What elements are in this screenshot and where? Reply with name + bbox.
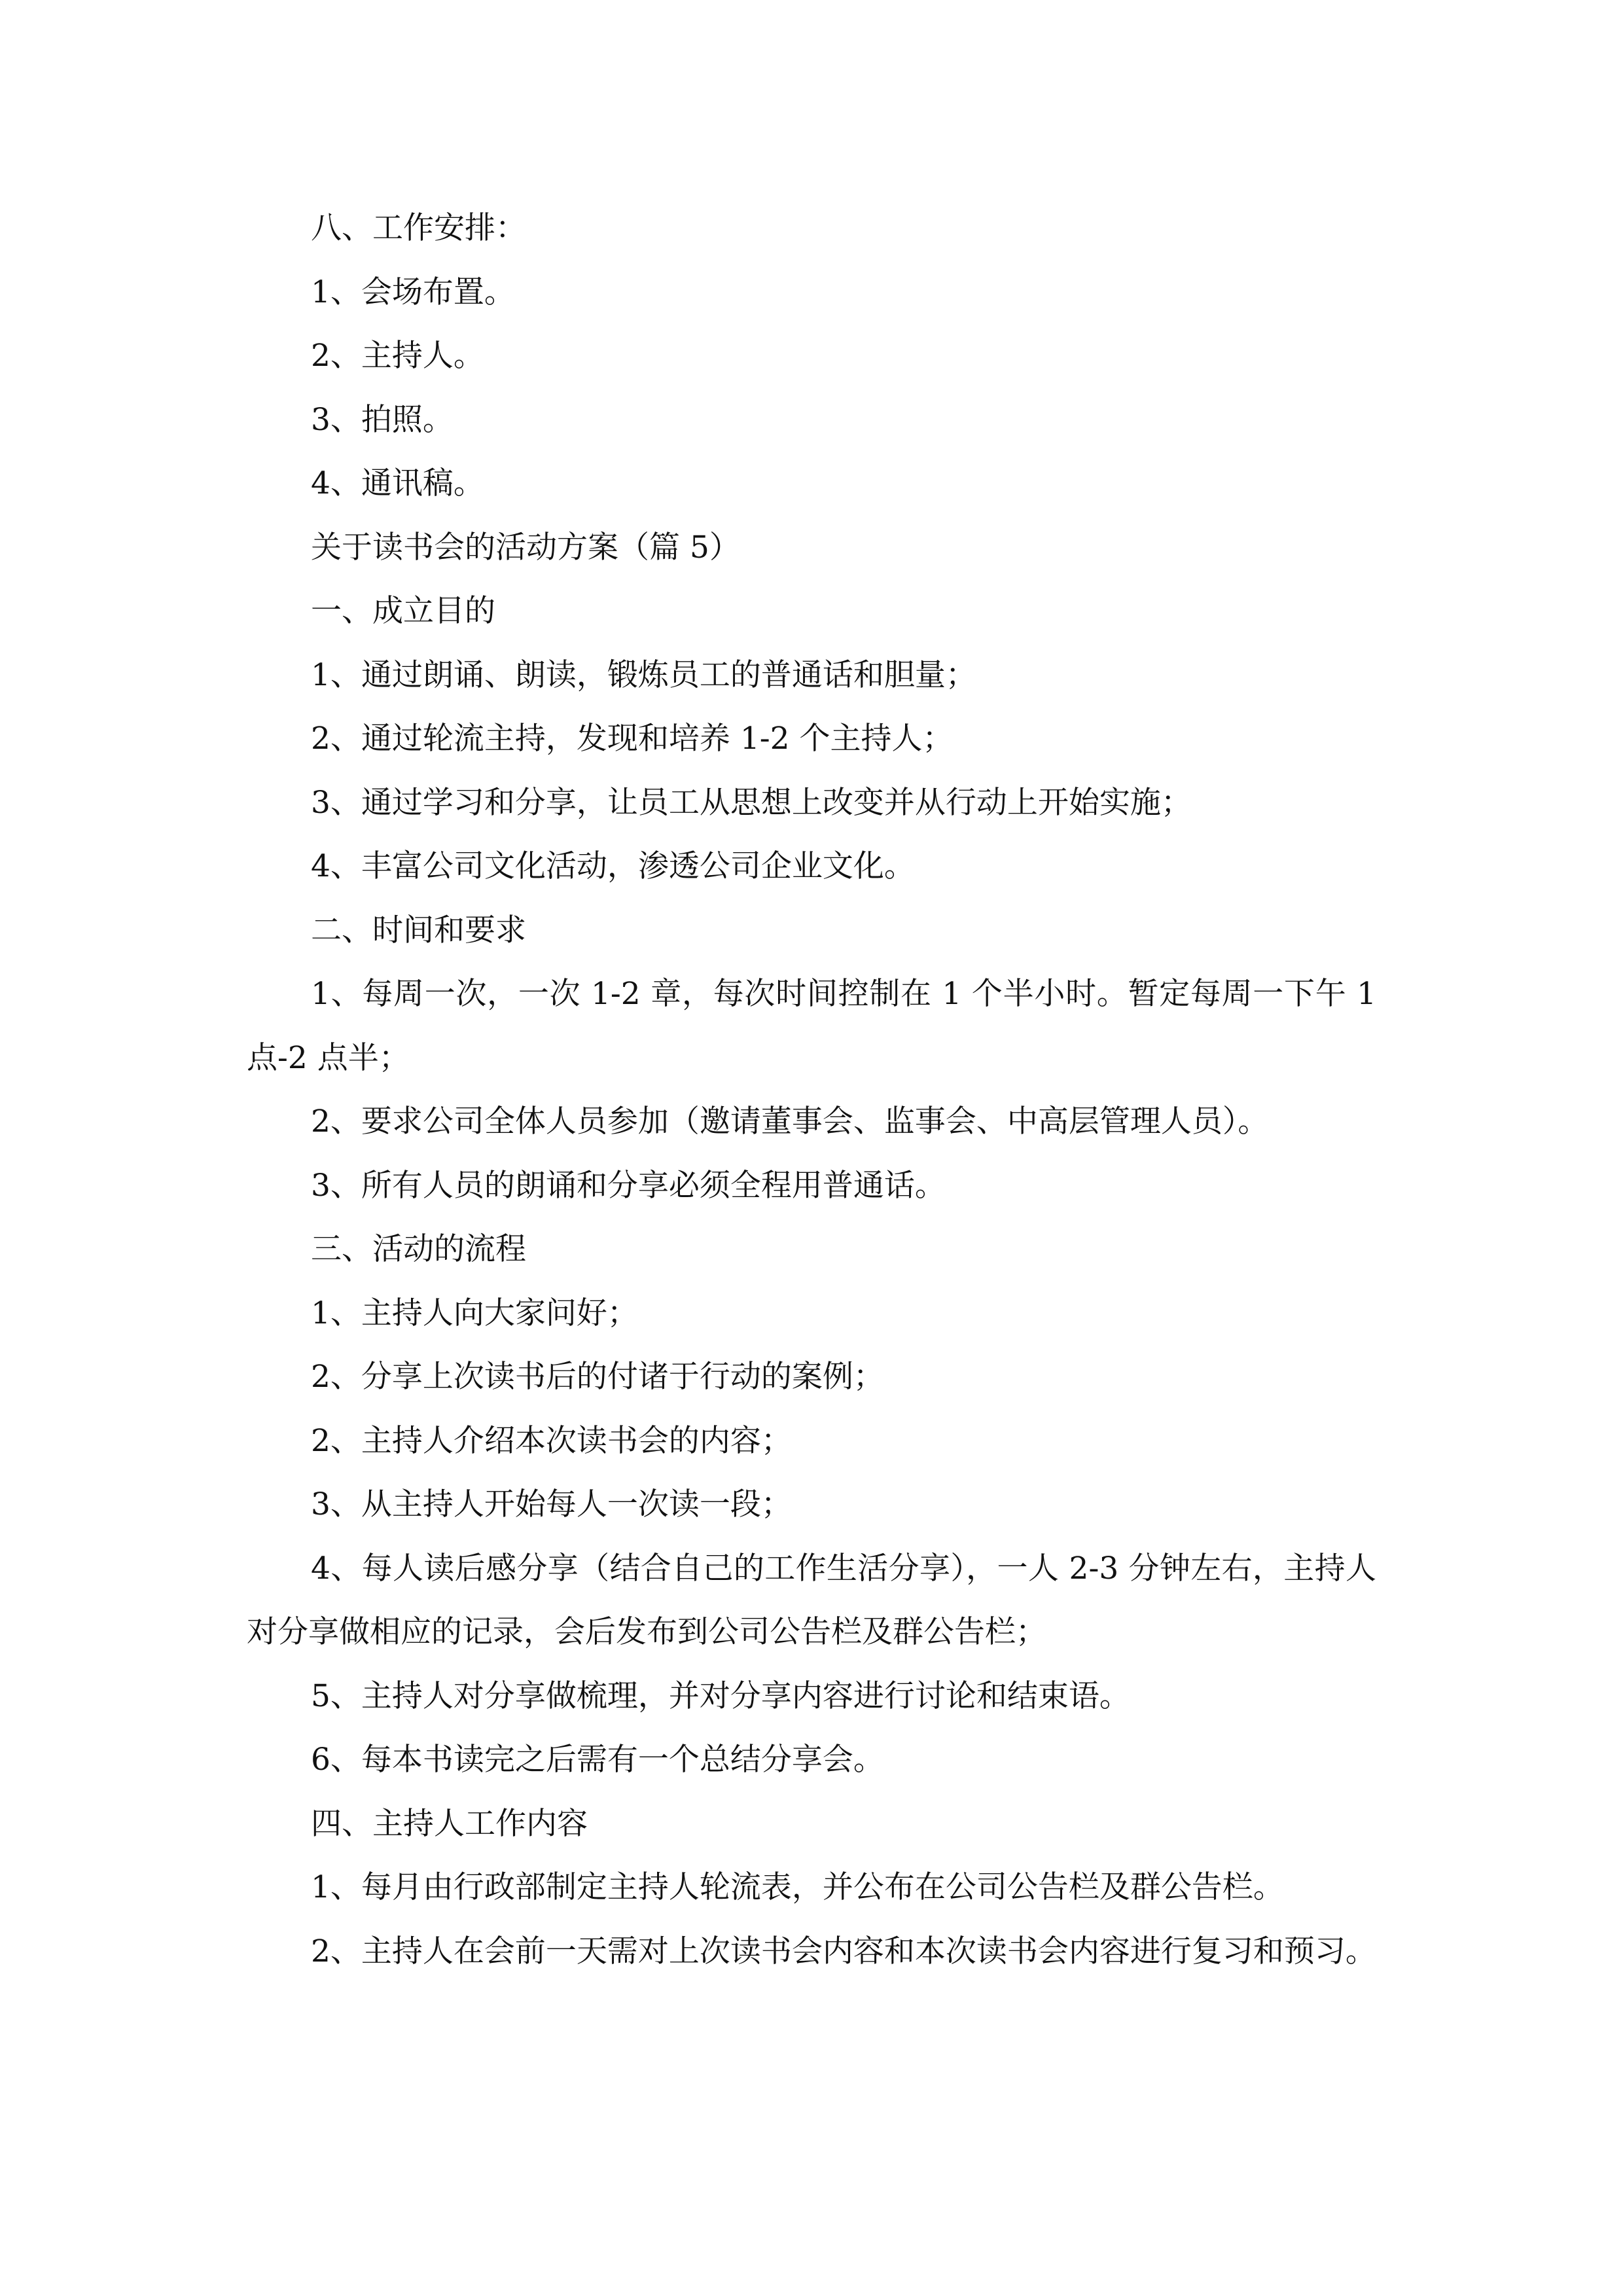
article-title: 关于读书会的活动方案（篇 5） <box>311 529 740 565</box>
section-heading-purpose: 一、成立目的 <box>311 593 495 629</box>
list-item: 2、要求公司全体人员参加（邀请董事会、监事会、中高层管理人员）。 <box>311 1103 1269 1139</box>
list-item: 1、主持人向大家问好； <box>311 1295 638 1331</box>
list-item: 2、分享上次读书后的付诸于行动的案例； <box>311 1359 884 1395</box>
list-item: 4、每人读后感分享（结合自己的工作生活分享），一人 2-3 分钟左右，主持人对分享做相应的记录，会后发布到公司公告栏及群公告栏； <box>247 1550 1376 1650</box>
list-item: 2、通过轮流主持，发现和培养 1-2 个主持人； <box>311 721 954 757</box>
list-item: 1、每周一次，一次 1-2 章，每次时间控制在 1 个半小时。暂定每周一下午 1 点-2 点半； <box>247 976 1386 1076</box>
document-body <box>247 196 1386 1983</box>
section-heading-time-requirements: 二、时间和要求 <box>311 912 526 948</box>
list-item: 3、所有人员的朗诵和分享必须全程用普通话。 <box>311 1167 946 1204</box>
list-item: 4、通讯稿。 <box>311 465 484 501</box>
list-item: 3、拍照。 <box>311 401 454 438</box>
list-item: 3、通过学习和分享，让员工从思想上改变并从行动上开始实施； <box>311 784 1192 821</box>
list-item: 2、主持人介绍本次读书会的内容； <box>311 1422 792 1459</box>
list-item: 3、从主持人开始每人一次读一段； <box>311 1486 792 1522</box>
list-item: 1、每月由行政部制定主持人轮流表，并公布在公司公告栏及群公告栏。 <box>311 1869 1284 1905</box>
section-heading-work-arrangement: 八、工作安排： <box>311 210 526 246</box>
section-heading-host-duties: 四、主持人工作内容 <box>311 1805 588 1842</box>
list-item: 1、通过朗诵、朗读，锻炼员工的普通话和胆量； <box>311 656 976 693</box>
list-item: 4、丰富公司文化活动，渗透公司企业文化。 <box>311 848 915 884</box>
list-item: 1、会场布置。 <box>311 274 515 310</box>
list-item: 5、主持人对分享做梳理，并对分享内容进行讨论和结束语。 <box>311 1677 1130 1714</box>
list-item: 2、主持人在会前一天需对上次读书会内容和本次读书会内容进行复习和预习。 <box>311 1933 1376 1969</box>
section-heading-activity-flow: 三、活动的流程 <box>311 1231 526 1267</box>
list-item: 2、主持人。 <box>311 338 484 374</box>
list-item: 6、每本书读完之后需有一个总结分享会。 <box>311 1742 884 1778</box>
